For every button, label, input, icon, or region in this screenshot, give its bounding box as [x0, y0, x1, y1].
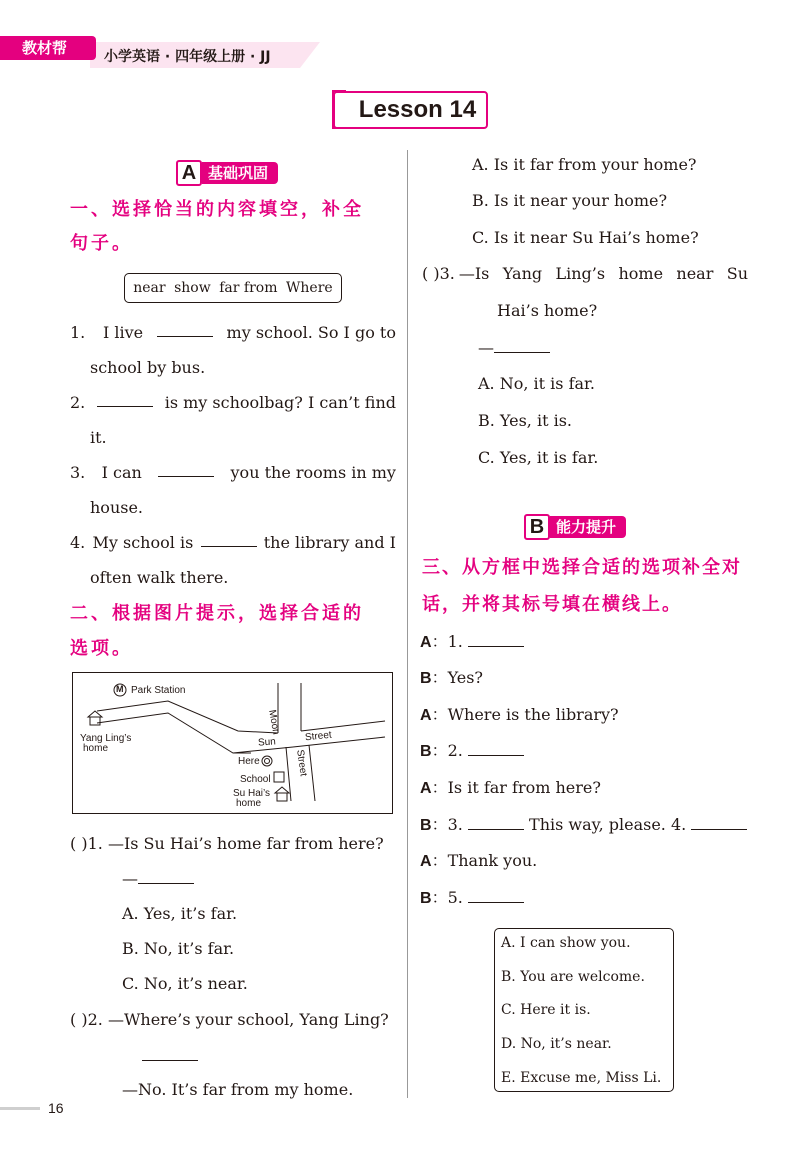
- option: A. No, it is far.: [478, 374, 596, 393]
- question-text: —Where’s your school, Yang Ling?: [107, 1010, 389, 1029]
- question-text: —Is Su Hai’s home far from here?: [107, 834, 384, 853]
- item-number: 1.: [70, 323, 86, 342]
- here-label: Here: [238, 756, 260, 767]
- answer-blank[interactable]: [138, 870, 194, 884]
- line-text: 3.: [447, 815, 463, 834]
- answer-blank[interactable]: [157, 323, 213, 337]
- dialogue-line: [420, 851, 537, 872]
- line-text: Thank you.: [447, 851, 538, 870]
- word-option: near: [133, 280, 166, 296]
- part3-title-line2: 话，并将其标号填在横线上。: [422, 594, 682, 615]
- line-text: This way, please.: [529, 815, 666, 834]
- question-number: 2.: [87, 1010, 103, 1029]
- speaker: A: [420, 780, 432, 797]
- item-number: 3.: [70, 463, 86, 482]
- colon: ：: [431, 632, 448, 651]
- answer-blank[interactable]: [142, 1047, 198, 1061]
- su-home-label-1: Su Hai’s: [233, 788, 271, 799]
- speaker: B: [420, 670, 432, 687]
- word-option: show: [174, 280, 211, 296]
- line-text: 1.: [447, 632, 463, 651]
- item-text-cont: often walk there.: [90, 568, 229, 587]
- option: A. Yes, it’s far.: [122, 904, 238, 923]
- answer-paren[interactable]: ( ): [422, 264, 440, 283]
- line-text: Where is the library?: [447, 705, 619, 724]
- option: D. No, it’s near.: [501, 1036, 612, 1052]
- option: B. Is it near your home?: [472, 191, 668, 210]
- street-label-1: Street: [304, 729, 333, 744]
- section-b-label: 能力提升: [550, 516, 626, 538]
- su-home-label-2: home: [236, 798, 262, 809]
- option: B. Yes, it is.: [478, 411, 572, 430]
- line-text: 4.: [670, 815, 687, 834]
- option: C. Yes, it is far.: [478, 448, 599, 467]
- option: C. Is it near Su Hai’s home?: [472, 228, 699, 247]
- part2-title-line1: 二、根据图片提示，选择合适的: [70, 603, 364, 624]
- colon: ：: [431, 851, 448, 870]
- speaker: B: [420, 890, 432, 907]
- answer-blank[interactable]: [468, 816, 524, 830]
- line-text: 5.: [447, 888, 463, 907]
- book-title: 小学英语 · 四年级上册 · JJ: [104, 49, 271, 65]
- answer-blank[interactable]: [691, 816, 747, 830]
- item-text-cont: it.: [90, 428, 107, 447]
- item-text: you the rooms in my: [230, 463, 396, 482]
- item-number: 2.: [70, 393, 86, 412]
- answer-line: [142, 1046, 198, 1066]
- colon: ：: [431, 815, 448, 834]
- answer-dash: —: [122, 869, 138, 888]
- fill-item-2: [70, 393, 396, 413]
- item-number: 4.: [70, 533, 86, 552]
- option: E. Excuse me, Miss Li.: [501, 1070, 662, 1086]
- section-b-badge: [524, 514, 626, 540]
- mc-question-2: [70, 1010, 389, 1030]
- item-text-cont: school by bus.: [90, 358, 206, 377]
- dialogue-line: [420, 632, 524, 653]
- street-map: [72, 672, 393, 814]
- item-text-cont: house.: [90, 498, 144, 517]
- school-icon: [273, 771, 285, 783]
- section-a-label: 基础巩固: [202, 162, 278, 184]
- column-divider: [407, 150, 408, 1098]
- item-text: the library and I: [263, 533, 396, 552]
- dialogue-line: [420, 815, 747, 836]
- word-option: Where: [286, 280, 333, 296]
- colon: ：: [431, 741, 448, 760]
- option: B. No, it’s far.: [122, 939, 235, 958]
- option: B. You are welcome.: [501, 969, 645, 985]
- speaker: A: [420, 707, 432, 724]
- part3-title-line1: 三、从方框中选择合适的选项补全对: [422, 557, 742, 578]
- dialogue-line: [420, 668, 483, 689]
- answer-blank[interactable]: [468, 633, 524, 647]
- dialogue-line: [420, 741, 524, 762]
- colon: ：: [431, 705, 448, 724]
- here-marker-icon: [261, 755, 273, 767]
- answer-line: [122, 869, 194, 889]
- word-option: far from: [219, 280, 278, 296]
- yang-home-icon: [86, 709, 104, 727]
- answer-line: [478, 338, 550, 358]
- dialogue-line: [420, 778, 601, 799]
- footer-bar: [0, 1107, 40, 1110]
- school-label: School: [240, 774, 271, 785]
- option: C. Here it is.: [501, 1002, 591, 1018]
- answer-paren[interactable]: ( ): [70, 834, 88, 853]
- brand-tag: 教材帮: [0, 36, 96, 60]
- option: A. I can show you.: [501, 935, 631, 951]
- moon-label: Moon: [266, 709, 282, 736]
- street-label-2: Street: [294, 749, 309, 777]
- answer-blank[interactable]: [468, 889, 524, 903]
- section-b-letter: B: [524, 514, 550, 540]
- colon: ：: [431, 888, 448, 907]
- question-reply: —No. It’s far from my home.: [122, 1080, 354, 1099]
- fill-item-3: [70, 463, 396, 483]
- item-text: My school is: [92, 533, 194, 552]
- speaker: B: [420, 743, 432, 760]
- line-text: 2.: [447, 741, 463, 760]
- answer-blank[interactable]: [494, 339, 550, 353]
- item-text: I live: [102, 323, 144, 342]
- dialogue-line: [420, 705, 619, 726]
- colon: ：: [431, 668, 448, 687]
- colon: ：: [431, 778, 448, 797]
- part1-title-line1: 一、选择恰当的内容填空，补全: [70, 199, 364, 220]
- section-a-letter: A: [176, 160, 202, 186]
- option: A. Is it far from your home?: [472, 155, 697, 174]
- sun-label: Sun: [257, 736, 277, 749]
- speaker: A: [420, 853, 432, 870]
- question-text: —Is Yang Ling’s home near Su: [458, 264, 748, 283]
- answer-blank[interactable]: [97, 393, 153, 407]
- yang-home-label-2: home: [83, 743, 109, 754]
- answer-blank[interactable]: [158, 463, 214, 477]
- answer-dash: —: [478, 338, 494, 357]
- mc-question-1: [70, 834, 384, 854]
- question-number: 1.: [87, 834, 103, 853]
- yang-home-label-1: Yang Ling’s: [80, 733, 132, 744]
- park-station-label: Park Station: [131, 685, 186, 696]
- options-box: [494, 928, 674, 1092]
- answer-blank[interactable]: [201, 533, 257, 547]
- page-number: 16: [48, 1100, 64, 1116]
- mc-question-3: [422, 264, 748, 284]
- fill-item-4: [70, 533, 396, 553]
- part2-title-line2: 选项。: [70, 638, 133, 659]
- answer-paren[interactable]: ( ): [70, 1010, 88, 1029]
- question-text-cont: Hai’s home?: [497, 301, 598, 320]
- option: C. No, it’s near.: [122, 974, 248, 993]
- su-home-icon: [273, 785, 291, 803]
- fill-item-1: [70, 323, 396, 343]
- part1-title-line2: 句子。: [70, 233, 133, 254]
- item-text: my school. So I go to: [226, 323, 396, 342]
- item-text: is my schoolbag? I can’t find: [164, 393, 396, 412]
- answer-blank[interactable]: [468, 742, 524, 756]
- section-a-badge: [176, 160, 278, 186]
- question-number: 3.: [439, 264, 455, 283]
- lesson-title: Lesson 14: [333, 91, 488, 129]
- dialogue-line: [420, 888, 524, 909]
- item-text: I can: [101, 463, 142, 482]
- speaker: A: [420, 634, 432, 651]
- line-text: Is it far from here?: [447, 778, 601, 797]
- line-text: Yes?: [447, 668, 484, 687]
- metro-symbol: M: [116, 684, 124, 694]
- speaker: B: [420, 817, 432, 834]
- word-bank: [124, 273, 342, 303]
